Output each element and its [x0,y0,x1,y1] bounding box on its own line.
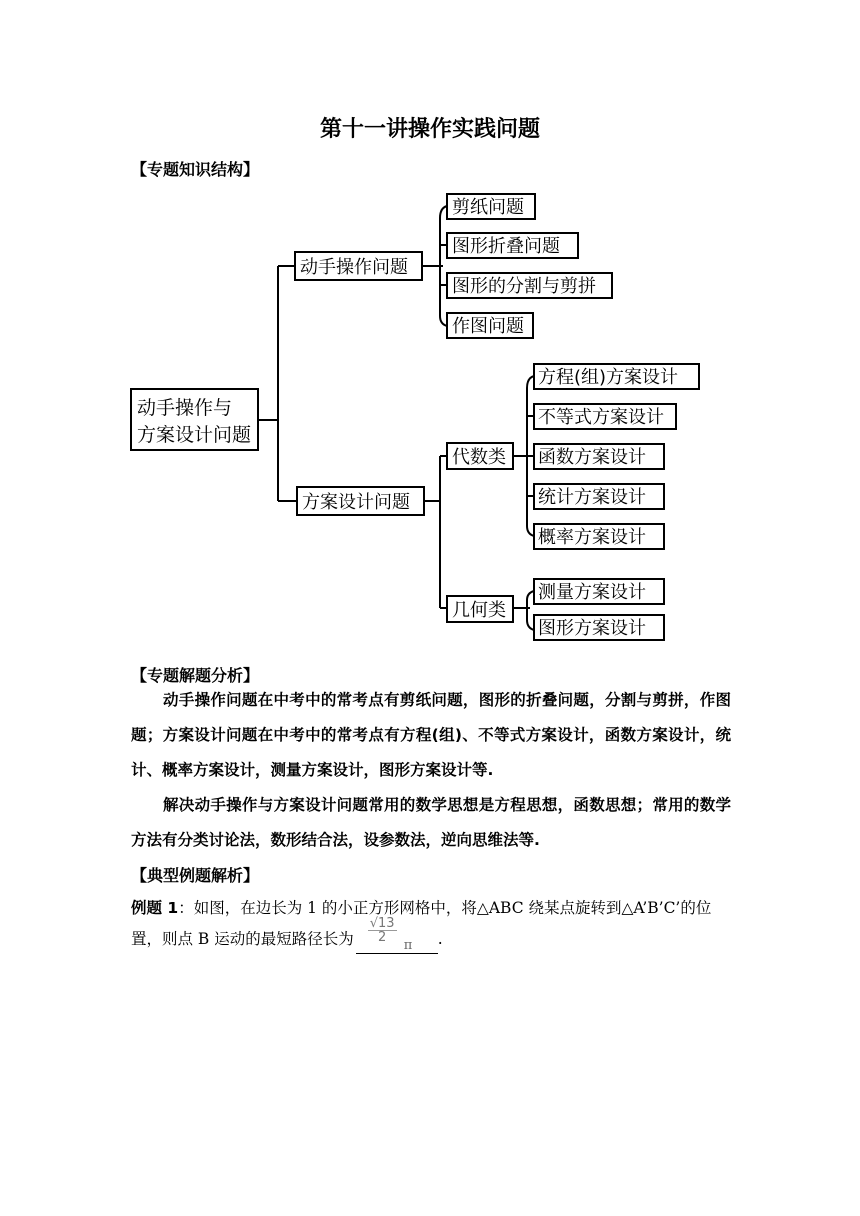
tree-branch1-label: 动手操作问题 [300,257,408,278]
tree-s1-item-1: 不等式方案设计 [538,407,664,428]
analysis-paragraph-1: 动手操作问题在中考中的常考点有剪纸问题，图形的折叠问题，分割与剪拼，作图题；方案设计问题在中考中的常考点有方程(组)、不等式方案设计，函数方案设计，统计、概率方案设计，测量方案设计，图形方案设计等. [131,691,731,779]
section-heading-structure: 【专题知识结构】 [131,160,260,179]
analysis-paragraph-2: 解决动手操作与方案设计问题常用的数学思想是方程思想，函数思想；常用的数学方法有分类讨论法，数形结合法，设参数法，逆向思维法等. [131,796,731,849]
answer-fraction [368,917,397,944]
tree-sub1-label: 代数类 [452,447,506,468]
answer-pi: π [403,938,413,953]
example-1 [131,893,731,954]
tree-b1-item-0: 剪纸问题 [452,197,524,218]
page-title: 第十一讲操作实践问题 [319,117,540,142]
tree-root-line2: 方案设计问题 [137,424,252,446]
example-text: ：如图，在边长为 1 的小正方形网格中，将△ABC 绕某点旋转到△A’B’C’的位置，则点 B 运动的最短路径长为 [131,899,712,948]
tree-b1-item-2: 图形的分割与剪拼 [452,276,596,297]
tree-s1-item-3: 统计方案设计 [538,487,646,508]
example-end: . [437,930,443,948]
tree-s2-item-1: 图形方案设计 [538,618,646,639]
answer-denominator: 2 [378,930,387,945]
answer-blank [356,916,438,954]
tree-b1-item-1: 图形折叠问题 [452,236,560,257]
tree-s2-item-0: 测量方案设计 [538,582,646,603]
tree-root-line1: 动手操作与 [137,397,233,419]
section-heading-examples: 【典型例题解析】 [131,866,260,885]
tree-s1-item-4: 概率方案设计 [538,527,646,548]
tree-b1-item-3: 作图问题 [452,316,524,337]
tree-s1-item-2: 函数方案设计 [538,447,646,468]
section-heading-analysis: 【专题解题分析】 [131,666,260,685]
example-label: 例题 1 [131,899,179,917]
tree-sub2-label: 几何类 [452,600,506,621]
answer-numerator: √13 [369,916,395,931]
tree-branch2-label: 方案设计问题 [302,492,410,513]
tree-s1-item-0: 方程(组)方案设计 [538,367,679,388]
